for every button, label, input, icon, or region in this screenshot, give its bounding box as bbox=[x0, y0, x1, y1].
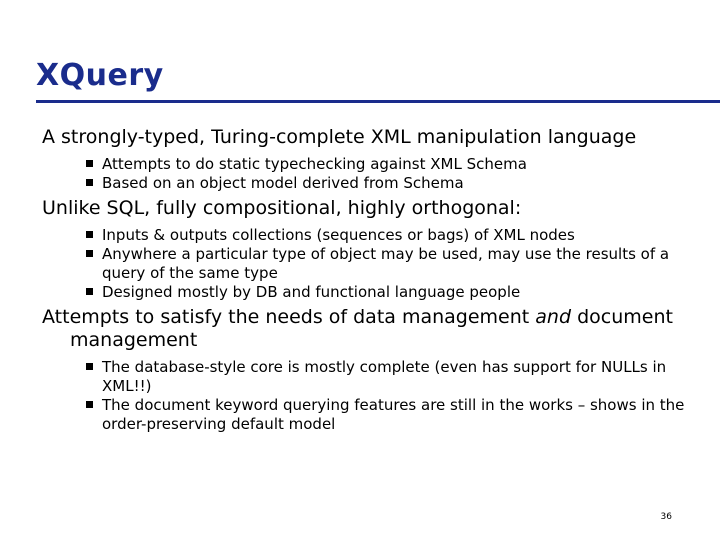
slide-number: 36 bbox=[660, 512, 672, 522]
sub-list-1 bbox=[42, 155, 692, 193]
sub-item-1-2 bbox=[42, 174, 692, 193]
sub-list-3 bbox=[42, 358, 692, 434]
point-1: A strongly-typed, Turing-complete XML manipulation language bbox=[42, 126, 637, 148]
sub-item-2-1 bbox=[42, 226, 692, 245]
sub-item-text: Designed mostly by DB and functional language people bbox=[102, 283, 521, 301]
slide-title: XQuery bbox=[36, 58, 164, 93]
point-3 bbox=[42, 306, 692, 352]
sub-item-text: Inputs & outputs collections (sequences or bags) of XML nodes bbox=[102, 226, 575, 244]
point-group-1 bbox=[42, 126, 692, 193]
square-bullet-icon bbox=[86, 288, 93, 295]
point-group-2 bbox=[42, 197, 692, 302]
square-bullet-icon bbox=[86, 160, 93, 167]
sub-item-text: The document keyword querying features are still in the works – shows in the order-preserving default model bbox=[102, 396, 685, 433]
square-bullet-icon bbox=[86, 363, 93, 370]
sub-item-text: Based on an object model derived from Schema bbox=[102, 174, 464, 192]
point-2: Unlike SQL, fully compositional, highly orthogonal: bbox=[42, 197, 522, 219]
slide-content bbox=[42, 126, 692, 438]
square-bullet-icon bbox=[86, 231, 93, 238]
square-bullet-icon bbox=[86, 179, 93, 186]
sub-list-2 bbox=[42, 226, 692, 302]
point-3-emphasis: and bbox=[535, 306, 572, 328]
point-group-3 bbox=[42, 306, 692, 434]
point-3-text-after: document management bbox=[70, 306, 673, 351]
sub-item-text: Attempts to do static typechecking against XML Schema bbox=[102, 155, 527, 173]
sub-item-text: Anywhere a particular type of object may be used, may use the results of a query of the same type bbox=[102, 245, 670, 282]
sub-item-text: The database-style core is mostly complete (even has support for NULLs in XML!!) bbox=[102, 358, 667, 395]
point-3-text-before: Attempts to satisfy the needs of data management bbox=[42, 306, 536, 328]
sub-item-3-2 bbox=[42, 396, 692, 434]
square-bullet-icon bbox=[86, 250, 93, 257]
sub-item-2-2 bbox=[42, 245, 692, 283]
sub-item-2-3 bbox=[42, 283, 692, 302]
square-bullet-icon bbox=[86, 401, 93, 408]
sub-item-3-1 bbox=[42, 358, 692, 396]
sub-item-1-1 bbox=[42, 155, 692, 174]
title-rule bbox=[36, 100, 720, 103]
